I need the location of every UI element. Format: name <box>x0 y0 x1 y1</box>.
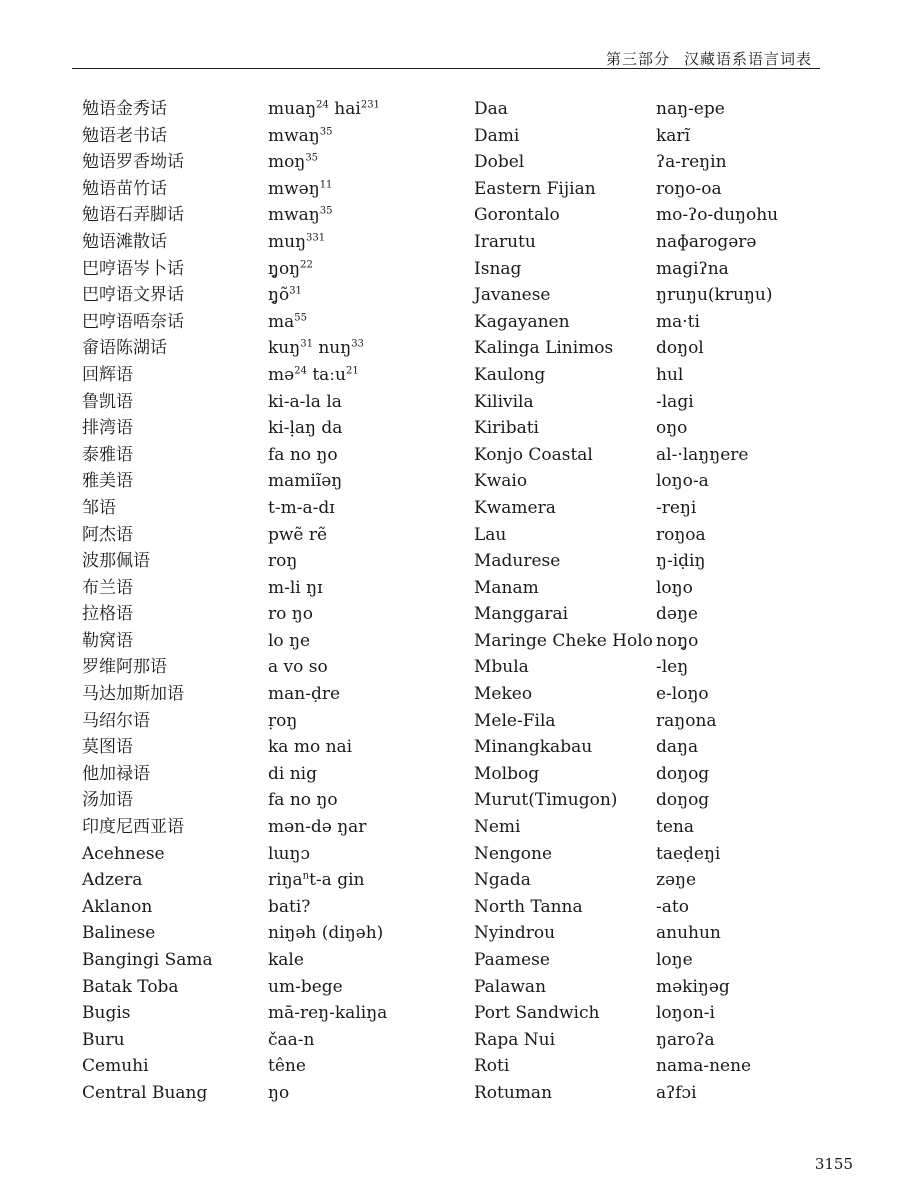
right-word-cell: -lagi <box>656 391 694 412</box>
right-word-cell: noŋ̥o <box>656 630 699 651</box>
right-word-cell: -leŋ <box>656 657 689 678</box>
left-word-cell: ro ŋo <box>268 604 313 625</box>
right-word-cell: doŋog <box>656 790 710 811</box>
right-word-cell: naŋ-epe <box>656 99 725 119</box>
left-language-cell: Aklanon <box>82 896 153 917</box>
left-language-cell: 巴哼语文界话 <box>82 285 184 306</box>
header-rule <box>72 68 820 69</box>
right-word-cell: loŋe <box>656 950 693 970</box>
right-language-cell: Port Sandwich <box>474 1003 600 1024</box>
right-word-cell: loŋo <box>656 577 693 598</box>
right-word-cell: taeḍeŋi <box>656 843 721 864</box>
right-word-cell: nama-nene <box>656 1056 752 1077</box>
left-language-column <box>82 96 213 1107</box>
right-language-cell: Manam <box>474 577 539 598</box>
left-language-cell: Bangingi Sama <box>82 950 213 970</box>
right-word-cell: anuhun <box>656 923 721 944</box>
right-word-cell: daŋa <box>656 737 699 758</box>
right-word-cell: aʔfɔi <box>656 1082 697 1103</box>
left-word-cell: ki-ḷaŋ da <box>268 418 343 439</box>
right-language-cell: Lau <box>474 524 507 545</box>
left-language-cell: 汤加语 <box>82 790 133 811</box>
left-language-cell: 勉语金秀话 <box>82 99 167 119</box>
right-language-cell: Ngada <box>474 870 531 891</box>
left-word-cell: t-m-a-dɪ <box>268 497 335 518</box>
left-language-cell: 勒窝语 <box>82 630 133 651</box>
left-word-cell: ka mo nai <box>268 737 353 758</box>
left-word-cell: lɯŋɔ <box>268 843 311 864</box>
right-word-cell: raŋona <box>656 710 717 731</box>
right-language-cell: Konjo Coastal <box>474 444 593 465</box>
left-word-cell: riŋa$^n$t-a gin <box>268 870 365 891</box>
left-word-cell: muaŋ$^{24}$ hai$^{231}$ <box>268 99 380 119</box>
right-word-column <box>656 96 778 1107</box>
left-language-cell: Adzera <box>82 870 143 891</box>
left-word-cell: mwəŋ$^{11}$ <box>268 178 333 199</box>
running-header <box>606 48 812 69</box>
left-word-cell: têne <box>268 1056 306 1077</box>
right-language-cell: Paamese <box>474 950 550 970</box>
left-word-cell: $ma^{55}$ <box>268 311 307 332</box>
right-word-cell: -reŋi <box>656 497 697 518</box>
right-word-cell: naɸarogərə <box>656 231 757 252</box>
right-language-cell: Irarutu <box>474 231 536 252</box>
right-language-cell: Kalinga Linimos <box>474 338 614 359</box>
right-language-cell: Kiribati <box>474 418 539 439</box>
left-language-cell: 阿杰语 <box>82 524 133 545</box>
right-word-cell: ma·ti <box>656 311 700 332</box>
right-language-column <box>474 96 653 1107</box>
left-word-cell: fa no ŋo <box>268 790 338 811</box>
left-word-cell: kuŋ$^{31}$ nuŋ$^{33}$ <box>268 338 364 359</box>
page-number: 3155 <box>814 1155 853 1173</box>
left-word-cell: ṛoŋ <box>268 710 298 731</box>
right-language-cell: Eastern Fijian <box>474 178 596 199</box>
left-word-cell: m-li ŋɪ <box>268 577 323 598</box>
left-language-cell: Acehnese <box>82 843 165 864</box>
right-word-cell: ʔa-reŋin <box>656 152 727 173</box>
right-language-cell: Kilivila <box>474 391 534 412</box>
left-language-cell: 布兰语 <box>82 577 133 598</box>
right-language-cell: Mele-Fila <box>474 710 556 731</box>
left-language-cell: 畲语陈湖话 <box>82 338 167 359</box>
right-language-cell: Molbog <box>474 763 540 784</box>
right-language-cell: Minangkabau <box>474 737 593 758</box>
right-language-cell: Rotuman <box>474 1082 553 1103</box>
left-word-cell: mā-reŋ-kaliŋa <box>268 1003 388 1024</box>
left-word-cell: mən-də ŋar <box>268 817 367 838</box>
left-word-cell: ki-a-la la <box>268 391 342 412</box>
left-language-cell: 邹语 <box>82 497 116 518</box>
left-word-cell: čaa-n <box>268 1029 315 1050</box>
left-language-cell: 拉格语 <box>82 604 133 625</box>
right-word-cell: roŋo-oa <box>656 178 722 199</box>
right-word-cell: ŋaroʔa <box>656 1029 715 1050</box>
left-word-cell: a vo so <box>268 657 328 678</box>
right-language-cell: North Tanna <box>474 896 583 917</box>
right-word-cell: al-·laŋŋere <box>656 444 749 465</box>
right-language-cell: Murut(Timugon) <box>474 790 618 811</box>
right-language-cell: Kaulong <box>474 364 546 385</box>
right-language-cell: Javanese <box>474 285 551 306</box>
left-word-cell: bati? <box>268 896 311 917</box>
left-language-cell: 勉语老书话 <box>82 125 167 146</box>
left-word-cell: fa no ŋo <box>268 444 338 465</box>
left-word-cell: lo ŋe <box>268 630 311 651</box>
header-title: 汉藏语系语言词表 <box>683 50 812 68</box>
left-language-cell: 勉语石弄脚话 <box>82 205 184 226</box>
right-language-cell: Kwamera <box>474 497 556 518</box>
right-word-cell: hul <box>656 364 684 385</box>
left-word-cell: ŋo <box>268 1082 290 1103</box>
left-language-cell: 排湾语 <box>82 418 133 439</box>
left-word-column <box>268 96 387 1107</box>
left-language-cell: Batak Toba <box>82 976 179 997</box>
right-word-cell: ŋ-iḍiŋ <box>656 551 706 572</box>
right-language-cell: Mekeo <box>474 684 533 705</box>
left-word-cell: mwaŋ$^{35}$ <box>268 205 333 226</box>
left-word-cell: muŋ$^{331}$ <box>268 231 326 252</box>
left-language-cell: 莫图语 <box>82 737 133 758</box>
left-language-cell: 鲁凯语 <box>82 391 133 412</box>
right-word-cell: loŋo-a <box>656 471 709 492</box>
right-language-cell: Rapa Nui <box>474 1029 556 1050</box>
right-language-cell: Nyindrou <box>474 923 556 944</box>
right-language-cell: Dobel <box>474 152 525 173</box>
right-language-cell: Isnag <box>474 258 522 279</box>
right-word-cell: məkiŋəg <box>656 976 730 997</box>
right-language-cell: Kwaio <box>474 471 528 492</box>
left-language-cell: Central Buang <box>82 1082 208 1103</box>
right-word-cell: magiʔna <box>656 258 729 279</box>
right-language-cell: Nengone <box>474 843 553 864</box>
right-language-cell: Roti <box>474 1056 510 1077</box>
left-word-cell: mamiĩəŋ <box>268 471 343 492</box>
left-language-cell: 巴哼语唔奈话 <box>82 311 184 332</box>
left-language-cell: Buru <box>82 1029 125 1050</box>
right-word-cell: e-loŋo <box>656 684 709 705</box>
left-word-cell: moŋ$^{35}$ <box>268 152 319 173</box>
right-word-cell: loŋon-i <box>656 1003 715 1024</box>
left-language-cell: Balinese <box>82 923 156 944</box>
right-language-cell: Kagayanen <box>474 311 570 332</box>
right-word-cell: doŋol <box>656 338 704 359</box>
right-word-cell: karĩ <box>656 125 690 146</box>
right-word-cell: roŋoa <box>656 524 706 545</box>
left-language-cell: 勉语罗香坳话 <box>82 152 184 173</box>
left-word-cell: man-ḍre <box>268 684 341 705</box>
left-language-cell: Bugis <box>82 1003 131 1024</box>
left-word-cell: di nig <box>268 763 317 784</box>
right-word-cell: doŋog <box>656 763 710 784</box>
right-language-cell: Dami <box>474 125 520 146</box>
right-language-cell: Gorontalo <box>474 205 560 226</box>
right-word-cell: mo-ʔo-duŋohu <box>656 205 779 226</box>
right-language-cell: Madurese <box>474 551 561 572</box>
right-language-cell: Maringe Cheke Holo <box>474 630 653 651</box>
left-language-cell: 马绍尔语 <box>82 710 150 731</box>
right-word-cell: oŋo <box>656 418 688 439</box>
left-word-cell: um-bege <box>268 976 343 997</box>
left-word-cell: $ŋ̥oŋ^{22}$ <box>268 258 313 279</box>
left-word-cell: mwaŋ$^{35}$ <box>268 125 333 146</box>
left-language-cell: Cemuhi <box>82 1056 149 1077</box>
right-language-cell: Daa <box>474 99 508 119</box>
left-word-cell: mə$^{24}$ taːu$^{21}$ <box>268 364 359 385</box>
left-word-cell: $ŋ̥õ^{31}$ <box>268 285 302 306</box>
left-word-cell: kale <box>268 950 304 970</box>
right-word-cell: zəŋe <box>656 870 697 891</box>
left-language-cell: 罗维阿那语 <box>82 657 167 678</box>
right-word-cell: -ato <box>656 896 689 917</box>
left-word-cell: pwẽ rẽ <box>268 524 328 545</box>
right-word-cell: tena <box>656 817 694 838</box>
left-word-cell: roŋ <box>268 551 298 572</box>
right-language-cell: Mbula <box>474 657 529 678</box>
left-language-cell: 马达加斯加语 <box>82 684 184 705</box>
left-word-cell: niŋəh (diŋəh) <box>268 923 384 944</box>
right-language-cell: Manggarai <box>474 604 569 625</box>
left-language-cell: 他加禄语 <box>82 763 150 784</box>
left-language-cell: 波那佩语 <box>82 551 150 572</box>
left-language-cell: 泰雅语 <box>82 444 133 465</box>
right-language-cell: Palawan <box>474 976 547 997</box>
left-language-cell: 巴哼语岑卜话 <box>82 258 184 279</box>
left-language-cell: 回辉语 <box>82 364 133 385</box>
left-language-cell: 勉语苗竹话 <box>82 178 167 199</box>
right-word-cell: ŋruŋu(kruŋu) <box>656 285 773 306</box>
right-word-cell: dəŋe <box>656 604 698 625</box>
left-language-cell: 雅美语 <box>82 471 133 492</box>
left-language-cell: 印度尼西亚语 <box>82 817 184 838</box>
right-language-cell: Nemi <box>474 817 521 838</box>
left-language-cell: 勉语滩散话 <box>82 231 167 252</box>
header-part: 第三部分 <box>605 50 670 68</box>
